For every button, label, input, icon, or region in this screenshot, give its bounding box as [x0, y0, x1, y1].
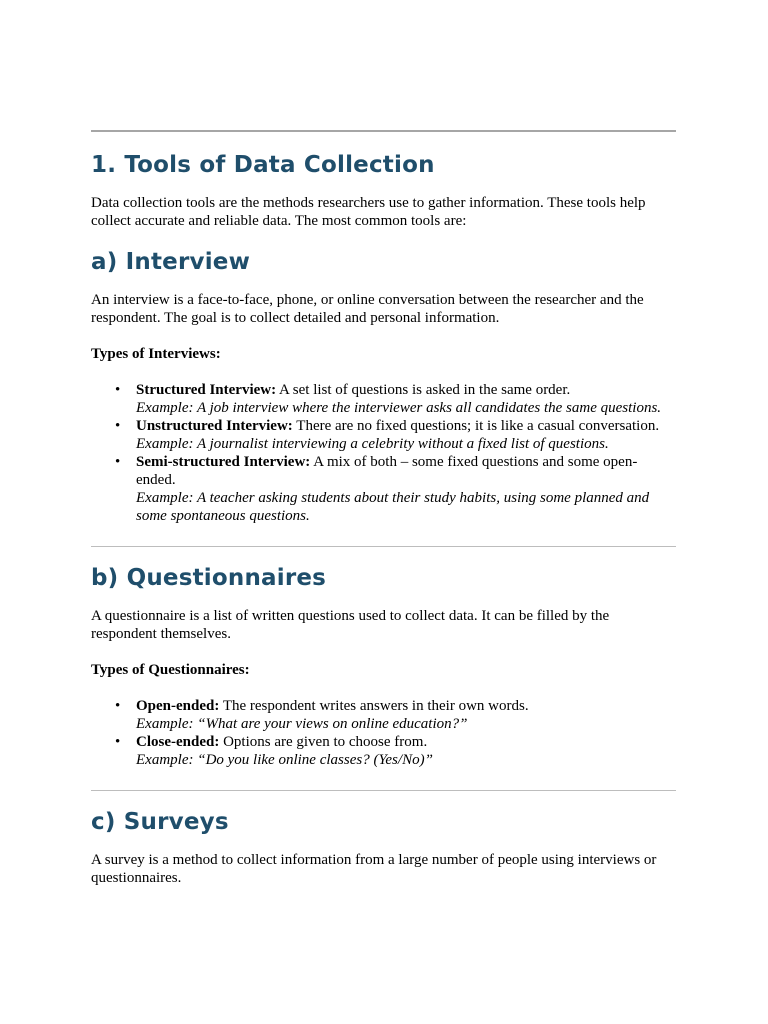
heading-questionnaires: b) Questionnaires — [91, 565, 327, 591]
interview-types-list — [91, 381, 676, 525]
list-item — [136, 417, 676, 453]
section-divider — [91, 790, 676, 791]
item-desc: A mix of both – some fixed questions and some open-ended. — [136, 454, 638, 488]
item-example: Example: A teacher asking students about their study habits, using some planned and some spontaneous questions. — [136, 490, 650, 524]
section-title-tools: 1. Tools of Data Collection — [91, 152, 435, 178]
item-example: Example: A job interview where the interviewer asks all candidates the same questions. — [136, 400, 662, 416]
document-page — [91, 130, 676, 887]
item-term: Unstructured Interview: — [136, 418, 293, 434]
questionnaires-intro: A questionnaire is a list of written questions used to collect data. It can be filled by the respondent themselves. — [91, 608, 610, 642]
interview-types-label: Types of Interviews: — [91, 346, 221, 362]
item-term: Open-ended: — [136, 698, 220, 714]
item-desc: There are no fixed questions; it is like a casual conversation. — [292, 418, 660, 434]
heading-surveys: c) Surveys — [91, 809, 229, 835]
item-desc: Options are given to choose from. — [219, 734, 428, 750]
questionnaire-types-list — [91, 697, 676, 769]
surveys-intro: A survey is a method to collect information from a large number of people using interviews or questionnaires. — [91, 852, 657, 886]
list-item — [136, 697, 676, 733]
item-desc: A set list of questions is asked in the same order. — [276, 382, 571, 398]
item-example: Example: “Do you like online classes? (Yes/No)” — [136, 752, 433, 768]
item-desc: The respondent writes answers in their own words. — [219, 698, 529, 714]
list-item — [136, 381, 676, 417]
interview-intro: An interview is a face-to-face, phone, or online conversation between the researcher and the respondent. The goal is to collect detailed and personal information. — [91, 292, 644, 326]
list-item — [136, 733, 676, 769]
item-term: Close-ended: — [136, 734, 220, 750]
section-intro: Data collection tools are the methods researchers use to gather information. These tools help collect accurate and reliable data. The most common tools are: — [91, 195, 646, 229]
list-item — [136, 453, 676, 525]
questionnaire-types-label: Types of Questionnaires: — [91, 662, 250, 678]
item-term: Structured Interview: — [136, 382, 277, 398]
section-divider — [91, 546, 676, 547]
item-example: Example: “What are your views on online education?” — [136, 716, 468, 732]
item-example: Example: A journalist interviewing a celebrity without a fixed list of questions. — [136, 436, 609, 452]
item-term: Semi-structured Interview: — [136, 454, 311, 470]
top-divider — [91, 130, 676, 132]
heading-interview: a) Interview — [91, 249, 251, 275]
